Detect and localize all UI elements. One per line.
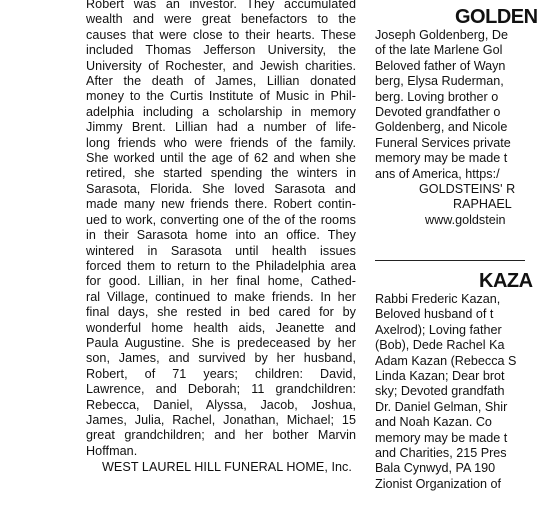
body-line: included Thomas Jefferson University, the: [86, 43, 356, 58]
body-line: and Noah Kazan. Co: [375, 415, 492, 430]
body-line: Robert was an investor. They accumulated: [86, 0, 356, 11]
funeral-home-credit: WEST LAUREL HILL FUNERAL HOME, Inc.: [102, 460, 352, 475]
body-line: Dr. Daniel Gelman, Shir: [375, 399, 508, 414]
body-line: Axelrod); Loving father: [375, 322, 502, 337]
obituary-left-column: [86, 0, 356, 476]
body-line: Joseph Goldenberg, De: [375, 28, 509, 42]
body-line: ans of America, https:/: [375, 166, 500, 181]
body-line: made many new friends there. Robert contin-: [86, 197, 356, 212]
body-line: ued to work, converting one of the of the rooms: [86, 212, 356, 227]
body-line: final days, she rested in bed cared for by: [86, 305, 356, 320]
body-line: money to the Curtis Institute of Music in Phil-: [86, 89, 356, 104]
body-line: Beloved husband of t: [375, 307, 494, 322]
body-line: James, Julia, Rachel, Jonathan, Michael; 15: [86, 412, 356, 427]
body-line: berg, Elysa Ruderman,: [375, 74, 504, 89]
funeral-home-website: www.goldstein: [425, 212, 506, 227]
body-line: Funeral Services private: [375, 135, 511, 150]
body-line: wealth and were great benefactors to the: [86, 12, 356, 27]
body-line: berg. Loving brother o: [375, 89, 499, 104]
body-line: Adam Kazan (Rebecca S: [375, 353, 517, 368]
body-line: Bala Cynwyd, PA 190: [375, 461, 496, 476]
obituary-right-column: [375, 0, 538, 228]
body-line: Linda Kazan; Dear brot: [375, 369, 505, 384]
body-line: retired, she started spending the winters in: [86, 166, 356, 181]
body-line: causes that were close to their hearts. These: [86, 27, 356, 42]
body-line: Devoted grandfather o: [375, 105, 501, 120]
body-line: Goldenberg, and Nicole: [375, 120, 508, 135]
body-line: After the death of James, Lillian donated: [86, 74, 356, 89]
body-line: Rebecca, Daniel, Alyssa, Jacob, Joshua,: [86, 397, 356, 412]
body-line: (Bob), Dede Rachel Ka: [375, 338, 505, 353]
body-line: son, James, and survived by her husband,: [86, 351, 356, 366]
body-line: ral Village, continued to make friends. In her: [86, 289, 356, 304]
body-line: for good. Lillian, in her final home, Cathed-: [86, 274, 356, 289]
body-line: and Charities, 215 Pres: [375, 446, 507, 461]
body-line: forced them to return to the Philadelphia area: [86, 258, 356, 273]
body-line: of the late Marlene Gol: [375, 43, 503, 58]
body-line: Lawrence, and Deborah; 11 grandchildren:: [86, 382, 356, 397]
obituary-heading-goldenberg: GOLDEN: [455, 6, 538, 28]
funeral-home-credit: RAPHAEL: [453, 197, 512, 212]
body-line: wonderful home health aids, Jeanette and: [86, 320, 356, 335]
body-line: University of Rochester, and Jewish charities.: [86, 58, 356, 73]
body-line: Robert, of 71 years; children: David,: [86, 366, 356, 381]
body-line: Sarasota, Florida. She loved Sarasota and: [86, 181, 356, 196]
column-divider: [375, 260, 525, 261]
body-line: memory may be made t: [375, 430, 508, 445]
body-line: great grandchildren; and her bother Marvin: [86, 428, 356, 443]
obituary-right-column-lower: [375, 270, 533, 492]
body-line: memory may be made t: [375, 151, 508, 166]
body-line: adelphia including a scholarship in memory: [86, 104, 356, 119]
funeral-home-credit: GOLDSTEINS' R: [419, 182, 516, 197]
obituary-heading-kazan: KAZA: [479, 270, 533, 292]
body-line: sky; Devoted grandfath: [375, 384, 505, 399]
body-line: Beloved father of Wayn: [375, 58, 506, 73]
body-line: Zionist Organization of: [375, 476, 501, 491]
body-line: wintered in Sarasota until health issues: [86, 243, 356, 258]
body-line: She worked until the age of 62 and when she: [86, 151, 356, 166]
body-line: long friends who were friends of the family.: [86, 135, 356, 150]
body-line: Jimmy Brent. Lillian had a number of life-: [86, 120, 356, 135]
body-line: in their Sarasota home into an office. They: [86, 228, 356, 243]
body-line: Rabbi Frederic Kazan,: [375, 292, 501, 306]
body-line: Paula Augustine. She is predeceased by her: [86, 335, 356, 350]
body-line: Hoffman.: [86, 443, 138, 458]
